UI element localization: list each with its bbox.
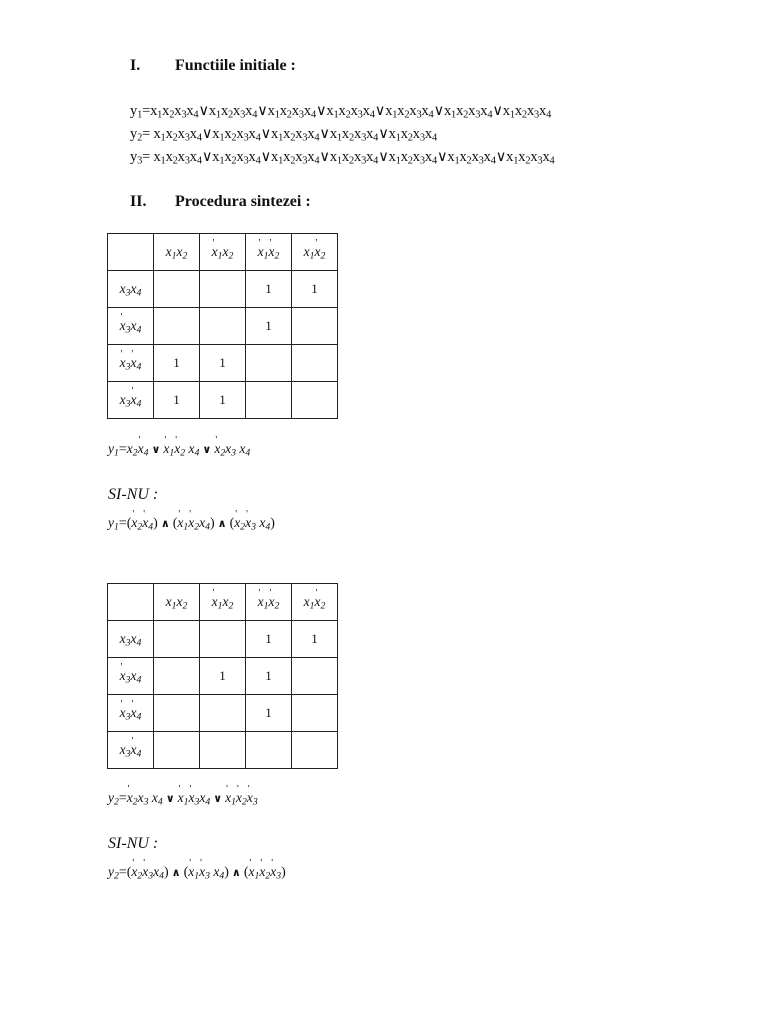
section-2-number: II. [130,193,147,210]
map-cell [292,345,338,382]
map-cell [246,732,292,769]
row-header: $x_3'$ $x_4$ [108,732,154,769]
map-cell: 1 [246,308,292,345]
map-cell [292,382,338,419]
map-cell: 1 [154,345,200,382]
col-header: ' $x_1x_2$ [200,234,246,271]
section-2-title: Procedura sintezei : [175,193,311,210]
col-header: $x_1x_2$ [154,234,200,271]
map-cell: 1 [246,695,292,732]
col-header: $x_1'$ $x_2$ [292,584,338,621]
map-cell [246,345,292,382]
map-cell [154,732,200,769]
section-1-heading [130,57,296,75]
map-cell: 1 [246,621,292,658]
section-1-number: I. [130,57,141,74]
col-header: ' $x_1x_2$ [200,584,246,621]
col-header: ' $x_1'$ $x_2$ [246,234,292,271]
equation-y1: $y_1=x_1x_2x_3x_4\vee x_1x_2x_3x_4\vee x_1x_2x_3x_4\vee x_1x_2x_3x_4\vee x_1x_2x_3x_4\vee x_1x_2x_3x_4\vee x_1x_2x_3x_4$ [130,103,552,121]
map-cell [246,382,292,419]
si-nu-label-1: SI-NU : [108,486,159,503]
equation-y2: $y_2=$ $x_1x_2x_3x_4\vee x_1x_2x_3x_4\vee x_1x_2x_3x_4\vee x_1x_2x_3x_4\vee x_1x_2x_3x_4$ [130,126,437,144]
y2-minimized-formula: $y_2='$ $x_2x_3$ $x_4$ ∨' $x_1'$ $x_3x_4$ ∨' $x_1'$ $x_2'$ $x_3$ [108,790,258,807]
map-cell: 1 [246,658,292,695]
map-cell: 1 [292,621,338,658]
map-cell [200,621,246,658]
col-header: $x_1'$ $x_2$ [292,234,338,271]
map-cell [154,308,200,345]
map-cell: 1 [246,271,292,308]
row-header: ' $x_3'$ $x_4$ [108,695,154,732]
map-cell: 1 [200,382,246,419]
map-cell [292,308,338,345]
map-cell [292,695,338,732]
col-header: ' $x_1'$ $x_2$ [246,584,292,621]
map-cell [154,658,200,695]
row-header: $x_3x_4$ [108,271,154,308]
corner-cell [108,234,154,271]
map-cell [200,308,246,345]
map-cell [200,732,246,769]
y1-si-nu-formula: $y_1=('$ $x_2'$ $x_4$) ∧ (' $x_1'$ $x_2x_4$) ∧ (' $x_2'$ $x_3$ $x_4$) [108,515,275,532]
row-header: $x_3x_4$ [108,621,154,658]
corner-cell [108,584,154,621]
y2-si-nu-formula: $y_2=('$ $x_2'$ $x_3x_4$) ∧ (' $x_1'$ $x_3$ $x_4$) ∧ (' $x_1'$ $x_2'$ $x_3$) [108,864,286,881]
map-cell [200,271,246,308]
karnaugh-map-1 [107,233,338,419]
row-header: ' $x_3'$ $x_4$ [108,345,154,382]
map-cell: 1 [200,345,246,382]
karnaugh-map-2 [107,583,338,769]
row-header: ' $x_3x_4$ [108,658,154,695]
map-cell [154,695,200,732]
map-cell: 1 [154,382,200,419]
map-cell [292,658,338,695]
section-2-heading [130,193,311,211]
map-cell: 1 [200,658,246,695]
si-nu-label-2: SI-NU : [108,835,159,852]
map-cell [154,621,200,658]
map-cell [154,271,200,308]
row-header: $x_3'$ $x_4$ [108,382,154,419]
map-cell [292,732,338,769]
row-header: ' $x_3x_4$ [108,308,154,345]
y1-minimized-formula: $y_1=x_2'$ $x_4$ ∨' $x_1'$ $x_2$ $x_4$ ∨' $x_2x_3$ $x_4$ [108,441,250,458]
map-cell: 1 [292,271,338,308]
equation-y3: $y_3=$ $x_1x_2x_3x_4\vee x_1x_2x_3x_4\vee x_1x_2x_3x_4\vee x_1x_2x_3x_4\vee x_1x_2x_3x_4\vee x_1x_2x_3x_4\vee x_1x_2x_3x_4$ [130,149,555,167]
map-cell [200,695,246,732]
section-1-title: Functiile initiale : [175,57,296,74]
col-header: $x_1x_2$ [154,584,200,621]
